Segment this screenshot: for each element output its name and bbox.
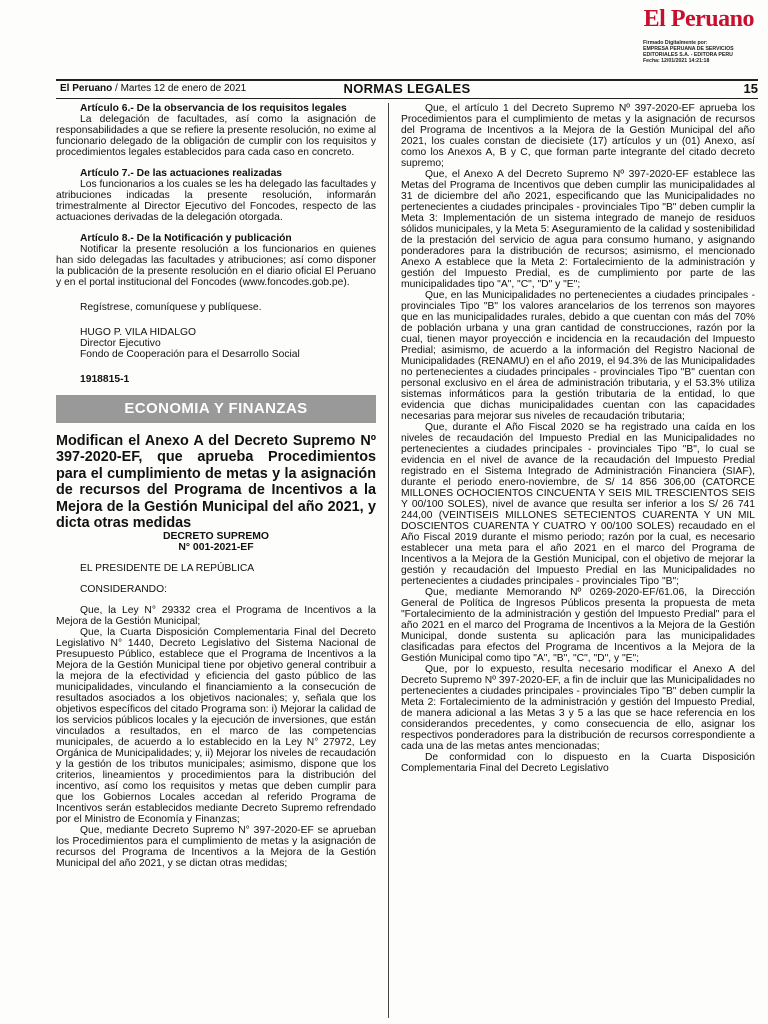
header-section: NORMAS LEGALES [343, 81, 471, 96]
column-divider [388, 103, 389, 1018]
considerando-9: Que, por lo expuesto, resulta necesario modificar el Anexo A del Decreto Supremo Nº 397-2020-EF, a fin de incluir que las Municipalidades no pertenecientes a ciudades principales - provinciales Tipo "B" deben cumplir la Meta 2: Fortalecimiento de la administración y gestión del Impuesto Predial, de manera adicional a las Metas 3 y 5 a las que se hace referencia en los considerandos precedentes, y como consecuencia de ello, asignar los respectivos ponderadores para la distribución de recursos correspondiente a cada una de las metas antes mencionadas; [401, 664, 755, 752]
signature-org: EMPRESA PERUANA DE SERVICIOS EDITORIALES S.A. - EDITORA PERU [643, 46, 734, 58]
header-paper-name: El Peruano [60, 83, 113, 94]
signature-date: Fecha: 12/01/2021 14:21:18 [643, 58, 710, 64]
considerando-label: CONSIDERANDO: [80, 584, 167, 596]
closing-formula: Regístrese, comuníquese y publíquese. [80, 302, 262, 313]
signature-label: Firmado Digitalmente por: [643, 40, 708, 46]
section-banner: ECONOMIA Y FINANZAS [56, 395, 376, 423]
article-7-title: Artículo 7.- De las actuaciones realizadas [80, 168, 283, 179]
article-8-text: Notificar la presente resolución a los funcionarios en quienes han sido delegadas las facultades y atribuciones; así como disponer la publicación de la presente resolución en el diario oficial El Peruano y en el portal institucional del Foncodes (www.foncodes.gob.pe). [56, 244, 376, 288]
left-column [56, 103, 376, 869]
considerando-10: De conformidad con lo dispuesto en la Cuarta Disposición Complementaria Final del Decreto Legislativo [401, 752, 755, 774]
header-rule-bottom [56, 98, 758, 99]
digital-signature-block [643, 40, 761, 64]
president-line: EL PRESIDENTE DE LA REPÚBLICA [80, 563, 255, 575]
reference-number: 1918815-1 [80, 374, 130, 385]
article-6-title: Artículo 6.- De la observancia de los requisitos legales [80, 103, 347, 114]
decree-headline: Modifican el Anexo A del Decreto Supremo Nº 397-2020-EF, que aprueba Procedimientos para el cumplimiento de metas y la asignación de recursos del Programa de Incentivos a la Mejora de la Gestión Municipal del año 2021, y dicta otras medidas [56, 433, 376, 532]
article-7-text: Los funcionarios a los cuales se les ha delegado las facultades y atribuciones indicadas la presente resolución, informarán trimestralmente al Director Ejecutivo del Foncodes, respecto de las actuaciones derivadas de la delegación otorgada. [56, 179, 376, 223]
considerando-1: Que, la Ley N° 29332 crea el Programa de Incentivos a la Mejora de la Gestión Municipal; [56, 605, 376, 628]
considerando-5: Que, el Anexo A del Decreto Supremo Nº 397-2020-EF establece las Metas del Programa de Incentivos que deben cumplir las municipalidades al 31 de diciembre del año 2021, especificando que las Municipalidades no pertenecientes a ciudades principales - provinciales Tipo "B" deben cumplir la Meta 3: Implementación de un sistema integrado de manejo de residuos sólidos municipales, y la Meta 5: Aseguramiento de la calidad y sostenibilidad de la prestación del servicio de agua para consumo humano, y asignando ponderadores para la distribución de recursos; asimismo, el mencionado Anexo A establece que la Meta 2: Fortalecimiento de la administración y gestión del Impuesto Predial, es de cumplimiento por parte de las municipalidades tipo "A", "C", "D" y "E"; [401, 169, 755, 290]
header-date: / Martes 12 de enero de 2021 [115, 83, 247, 94]
el-peruano-logo: El Peruano [643, 6, 754, 32]
considerando-3: Que, mediante Decreto Supremo N° 397-2020-EF se aprueban los Procedimientos para el cumplimiento de metas y la asignación de recursos del Programa de Incentivos a la Mejora de la Gestión Municipal del año 2021, y se dictan otras medidas; [56, 825, 376, 870]
page-number: 15 [743, 81, 758, 96]
page-header [56, 81, 758, 97]
decree-number: N° 001-2021-EF [178, 542, 254, 554]
considerando-6: Que, en las Municipalidades no pertenecientes a ciudades principales - provinciales Tipo "B" los valores arancelarios de los terrenos son mayores que en las municipalidades rurales, debido a que cuentan con más del 70% de población urbana y una gran cantidad de construcciones, razón por la cual, tienen mayor proyección e incidencia en la recaudación del Impuesto Predial; asimismo, de acuerdo a la información del Registro Nacional de Municipalidades (RENAMU) en el año 2019, el 94.3% de las Municipalidades no pertenecientes a ciudades principales - provinciales Tipo "B" cuentan con personal exclusivo en el área de administración tributaria, y el 53.3% utiliza sistemas informáticos para la gestión tributaria de la entidad, lo que evidencia que dichas municipalidades cuentan con las capacidades necesarias para mejorar sus niveles de recaudación tributaria; [401, 290, 755, 422]
right-column [401, 103, 755, 774]
considerando-2: Que, la Cuarta Disposición Complementaria Final del Decreto Legislativo N° 1440, Decreto Legislativo del Sistema Nacional de Presupuesto Público, establece que el Programa de Incentivos a la Mejora de la Gestión Municipal tiene por objetivo general contribuir a la mejora de la efectividad y eficiencia del gasto público de las municipalidades, vinculando el financiamiento a la consecución de resultados asociados a los objetivos nacionales; y, señala que los objetivos específicos del citado Programa son: i) Mejorar la calidad de los servicios públicos locales y la ejecución de inversiones, que están vinculados a resultados, en el marco de las competencias municipales, de acuerdo a lo establecido en la Ley N° 27972, Ley Orgánica de Municipalidades; y, ii) Mejorar los niveles de recaudación y la gestión de los tributos municipales; asimismo, dispone que los criterios, lineamientos y procedimientos para la distribución del incentivo, así como los requisitos y metas que deben cumplir para que los Gobiernos Locales accedan al referido Programa de Incentivos serán establecidos mediante Decreto Supremo refrendado por el Ministro de Economía y Finanzas; [56, 627, 376, 826]
signer-role: Director Ejecutivo [80, 338, 161, 349]
considerando-8: Que, mediante Memorando Nº 0269-2020-EF/61.06, la Dirección General de Política de Ingresos Públicos presenta la propuesta de meta "Fortalecimiento de la administración y gestión del Impuesto Predial" para el año 2021 en el marco del Programa de Incentivos a la Mejora de la Gestión Municipal, donde sustenta su aplicación para las municipalidades clasificadas para efectos del Programa de Incentivos a la Mejora de la Gestión Municipal como tipo "A", "B", "C", "D", y "E"; [401, 587, 755, 664]
signer-name: HUGO P. VILA HIDALGO [80, 327, 196, 338]
article-8-title: Artículo 8.- De la Notificación y publicación [80, 233, 292, 244]
considerando-4: Que, el artículo 1 del Decreto Supremo Nº 397-2020-EF aprueba los Procedimientos para el cumplimiento de metas y la asignación de recursos del Programa de Incentivos a la Mejora de la Gestión Municipal del año 2021, los cuales constan de diecisiete (17) artículos y un (01) Anexo, así como los Anexos A, B y C, que forman parte integrante del citado decreto supremo; [401, 103, 755, 169]
considerando-7: Que, durante el Año Fiscal 2020 se ha registrado una caída en los niveles de recaudación del Impuesto Predial en las Municipalidades no pertenecientes a ciudades principales - provinciales Tipo "B", lo cual se evidencia en el nivel de avance de la recaudación del Impuesto Predial registrado en el Sistema Integrado de Administración Financiera (SIAF), durante el periodo enero-noviembre, de S/ 14 856 306,00 (CATORCE MILLONES OCHOCIENTOS CINCUENTA Y SEIS MIL TRESCIENTOS SEIS Y 00/100 SOLES), nivel de avance que resulta ser inferior a los S/ 26 741 244,00 (VEINTISEIS MILLONES SETECIENTOS CUARENTA Y UN MIL DOSCIENTOS CUARENTA Y CUATRO Y 00/100 SOLES) recaudado en el Año Fiscal 2019 durante el mismo periodo; razón por la cual, es necesario establecer una meta para el año 2021 en el marco del Programa de Incentivos a la Mejora de la Gestión Municipal, con el objetivo de mejorar la gestión y recaudación del Impuesto Predial en las Municipalidades no pertenecientes a ciudades principales - provinciales Tipo "B"; [401, 422, 755, 587]
signer-org: Fondo de Cooperación para el Desarrollo Social [80, 349, 300, 360]
article-6-text: La delegación de facultades, así como la asignación de responsabilidades a que se refiere la presente resolución, no exime al funcionario delegado de la obligación de cumplir con los requisitos y procedimientos legales establecidos para cada caso en concreto. [56, 114, 376, 158]
decree-type: DECRETO SUPREMO [162, 531, 270, 543]
